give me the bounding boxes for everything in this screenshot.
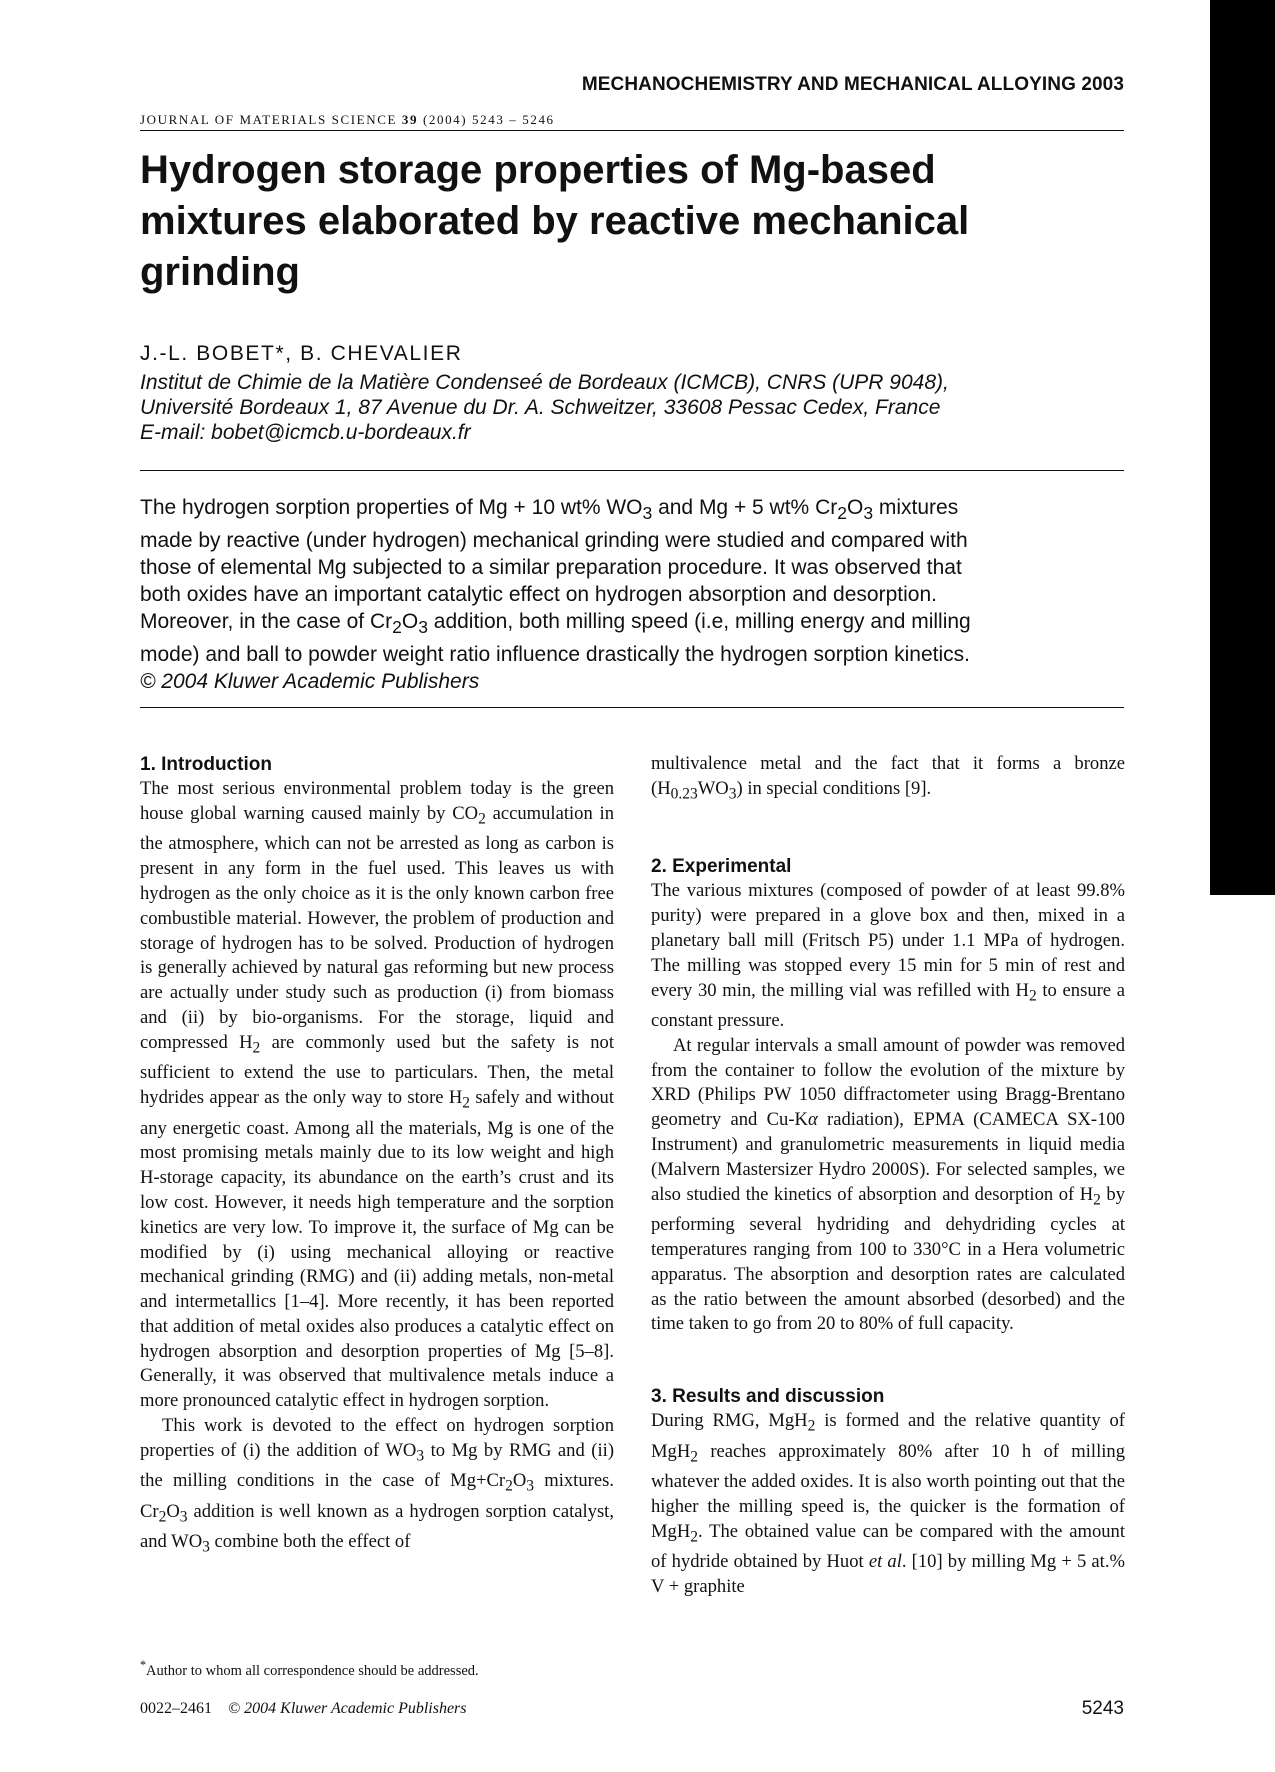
paragraph: This work is devoted to the effect on hydrogen sorption properties of (i) the addition of $WO_3$ to Mg by RMG and (ii) the milling conditions in the case of $Mg+Cr_2O_3$ mixtures. $Cr_2O_3$ addition is well known as a hydrogen sorption catalyst, and $WO_3$ combine both the effect of xyxy=(140,1415,615,1557)
abstract-bottom-rule xyxy=(140,707,1124,708)
abstract-line: made by reactive (under hydrogen) mechanical grinding were studied and compared with xyxy=(140,529,968,553)
abstract-copyright: © 2004 Kluwer Academic Publishers xyxy=(140,670,480,694)
thumb-index-tab xyxy=(1210,0,1275,895)
spacer xyxy=(651,807,1125,854)
journal-year-pages: (2004) 5243 – 5246 xyxy=(422,112,555,127)
paragraph: The various mixtures (composed of powder of at least 99.8% purity) were prepared in a glove box and then, mixed in a planetary ball mill (Fritsch P5) under 1.1 MPa of hydrogen. The milling was stopped every 15 min for 5 min of rest and every 30 min, the milling vial was refilled with $H_2$ to ensure a constant pressure. xyxy=(651,880,1125,1032)
section-heading-experimental: 2. Experimental xyxy=(651,856,792,878)
paper-title: Hydrogen storage properties of Mg-based mixtures elaborated by reactive mechanical grinding xyxy=(140,148,970,294)
paragraph: At regular intervals a small amount of powder was removed from the container to follow the evolution of the mixture by XRD (Philips PW 1050 diffractometer using Bragg-Brentano geometry and Cu-Kα radiation), EPMA (CAMECA SX-100 Instrument) and granulometric measurements in liquid media (Malvern Mastersizer Hydro 2000S). For selected samples, we also studied the kinetics of absorption and desorption of $H_2$ by performing several hydriding and dehydriding cycles at temperatures ranging from 100 to 330°C in a Hera volumetric apparatus. The absorption and desorption rates are calculated as the ratio between the amount absorbed (desorbed) and the time taken to go from 20 to 80% of full capacity. xyxy=(651,1034,1126,1335)
affiliation-line-1: Institut de Chimie de la Matière Condenseé de Bordeaux (ICMCB), CNRS (UPR 9048), xyxy=(140,371,949,394)
issn: 0022–2461 xyxy=(140,1700,212,1717)
section-heading-introduction: 1. Introduction xyxy=(140,754,272,775)
abstract-line: Moreover, in the case of $Cr_2O_3$ addition, both milling speed (i.e, milling energy and milling xyxy=(140,610,971,638)
left-column xyxy=(140,752,614,1561)
affiliation-line-2: Université Bordeaux 1, 87 Avenue du Dr. A. Schweitzer, 33608 Pessac Cedex, France xyxy=(140,396,941,419)
series-title: MECHANOCHEMISTRY AND MECHANICAL ALLOYING 2003 xyxy=(581,74,1124,95)
paragraph: During RMG, MgH$_2$ is formed and the relative quantity of MgH$_2$ reaches approximately 80% after 10 h of milling whatever the added oxides. It is also worth pointing out that the higher the milling speed is, the quicker is the formation of MgH$_2$. The obtained value can be compared with the amount of hydride obtained by Huot et al. [10] by milling Mg + 5 at.% V + graphite xyxy=(651,1410,1125,1598)
paragraph: multivalence metal and the fact that it forms a bronze $(H_{0.23}WO_3)$ in special conditions [9]. xyxy=(651,753,1125,803)
authors: J.-L. BOBET*, B. CHEVALIER xyxy=(140,342,463,365)
author-email[interactable]: E-mail: bobet@icmcb.u-bordeaux.fr xyxy=(140,421,471,444)
affiliation xyxy=(140,370,1100,445)
footer-copyright: © 2004 Kluwer Academic Publishers xyxy=(228,1700,467,1717)
abstract-line: those of elemental Mg subjected to a similar preparation procedure. It was observed that xyxy=(140,556,962,580)
page-number: 5243 xyxy=(1081,1698,1124,1719)
footnote: *Author to whom all correspondence should be addressed. xyxy=(140,1658,479,1679)
spacer xyxy=(651,1337,1125,1384)
header-rule xyxy=(140,130,1124,131)
footer-issn-copyright xyxy=(140,1700,467,1718)
journal-citation xyxy=(140,112,555,128)
paragraph: The most serious environmental problem today is the green house global warning caused mainly by $CO_2$ accumulation in the atmosphere, which can not be arrested as long as carbon is present in any form in the fuel used. This leaves us with hydrogen as the only choice as it is the only known carbon free combustible material. However, the problem of production and storage of hydrogen has to be solved. Production of hydrogen is generally achieved by natural gas reforming but new process are actually under study such as production (i) from biomass and (ii) by bio-organisms. For the storage, liquid and compressed $H_2$ are commonly used but the safety is not sufficient to extend the use to particulars. Then, the metal hydrides appear as the only way to store $H_2$ safely and without any energetic coast. Among all the materials, Mg is one of the most promising metals mainly due to its low weight and high H-storage capacity, its abundance on the earth’s crust and its low cost. However, it needs high temperature and the sorption kinetics are very low. To improve it, the surface of Mg can be modified by (i) using mechanical alloying or reactive mechanical grinding (RMG) and (ii) adding metals, non-metal and intermetallics [1–4]. More recently, it has been reported that addition of metal oxides also produces a catalytic effect on hydrogen absorption and desorption properties of Mg [5–8]. Generally, it was observed that multivalence metals induce a more pronounced catalytic effect in hydrogen sorption. xyxy=(140,778,614,1412)
section-heading-results: 3. Results and discussion xyxy=(651,1386,885,1408)
journal-name: JOURNAL OF MATERIALS SCIENCE xyxy=(140,112,398,127)
abstract-line: both oxides have an important catalytic effect on hydrogen absorption and desorption. xyxy=(140,583,937,607)
abstract-top-rule xyxy=(140,470,1124,471)
abstract-line: The hydrogen sorption properties of Mg + 10 wt% $WO_3$ and Mg + 5 wt% $Cr_2O_3$ mixtures xyxy=(140,496,959,524)
abstract-line: mode) and ball to powder weight ratio influence drastically the hydrogen sorption kinetics. xyxy=(140,643,970,667)
right-column xyxy=(651,752,1125,1600)
abstract xyxy=(140,494,1124,695)
journal-volume: 39 xyxy=(401,112,419,127)
